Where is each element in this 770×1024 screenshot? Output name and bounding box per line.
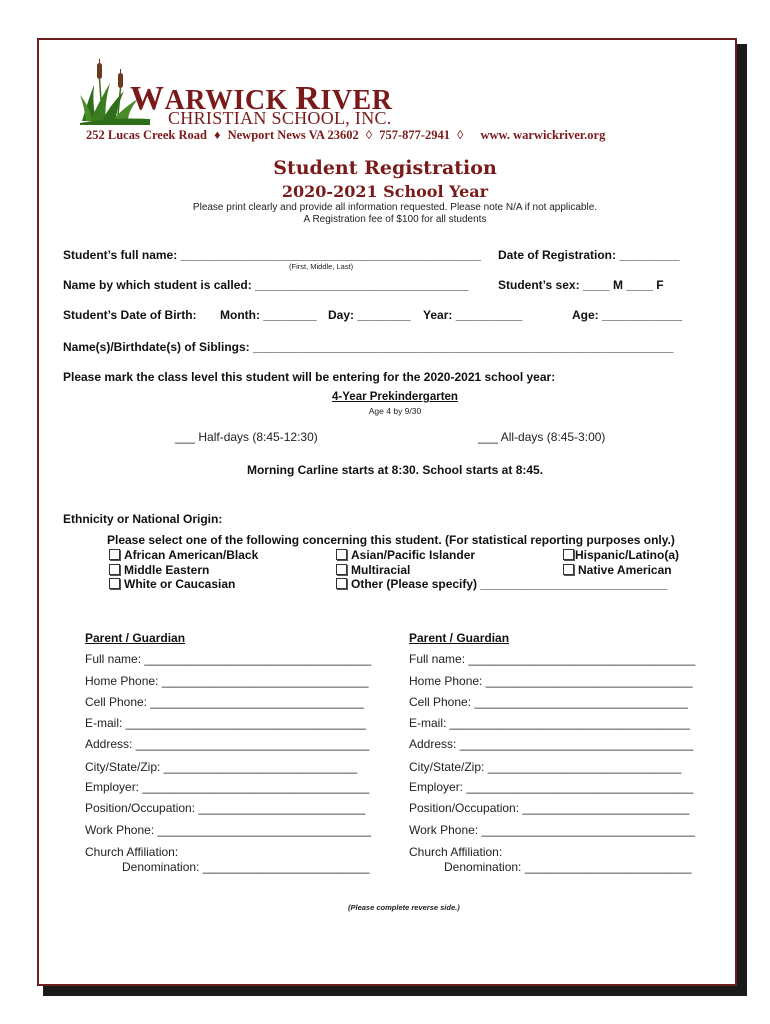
guardian-2-heading: Parent / Guardian bbox=[409, 631, 510, 645]
guardian-1-denomination-field[interactable]: Denomination: _________________________ bbox=[122, 860, 370, 874]
instructions-line-2: A Registration fee of $100 for all students bbox=[303, 214, 487, 225]
form-title: Student Registration bbox=[273, 157, 497, 179]
guardian-2-work-phone-field[interactable]: Work Phone: ________________________________ bbox=[409, 823, 696, 837]
guardian-2-employer-field[interactable]: Employer: __________________________________ bbox=[409, 780, 694, 794]
guardian-2-church-label: Church Affiliation: bbox=[409, 845, 503, 859]
guardian-2-occupation-field[interactable]: Position/Occupation: _________________________ bbox=[409, 801, 690, 815]
reverse-side-note: (Please complete reverse side.) bbox=[348, 903, 460, 912]
all-days-option[interactable]: ___ All-days (8:45-3:00) bbox=[478, 430, 606, 444]
prek-age-note: Age 4 by 9/30 bbox=[368, 406, 422, 416]
called-name-field[interactable]: Name by which student is called: ________________________________ bbox=[63, 278, 469, 292]
checkbox-icon bbox=[336, 578, 347, 589]
school-website[interactable]: www. warwickriver.org bbox=[480, 128, 606, 142]
guardian-1-home-phone-field[interactable]: Home Phone: _______________________________ bbox=[85, 674, 369, 688]
checkbox-icon bbox=[109, 549, 120, 560]
ethnicity-option-african-american[interactable]: African American/Black bbox=[109, 548, 258, 562]
diamond-separator: ◊ bbox=[365, 128, 373, 142]
school-name: WARWICK RIVER bbox=[130, 80, 393, 117]
guardian-2-city-state-zip-field[interactable]: City/State/Zip: _____________________________ bbox=[409, 760, 682, 774]
ethnicity-option-other[interactable]: Other (Please specify) ____________________________ bbox=[336, 577, 667, 591]
guardian-1-occupation-field[interactable]: Position/Occupation: _________________________ bbox=[85, 801, 366, 815]
age-field[interactable]: Age: ____________ bbox=[572, 308, 683, 322]
checkbox-icon bbox=[563, 549, 574, 560]
guardian-1-city-state-zip-field[interactable]: City/State/Zip: _____________________________ bbox=[85, 760, 358, 774]
checkbox-icon bbox=[563, 564, 574, 575]
school-subtitle: CHRISTIAN SCHOOL, INC. bbox=[168, 108, 392, 128]
guardian-2-full-name-field[interactable]: Full name: __________________________________ bbox=[409, 652, 696, 666]
siblings-field[interactable]: Name(s)/Birthdate(s) of Siblings: _______________________________________________________________ bbox=[63, 340, 674, 354]
ethnicity-heading: Ethnicity or National Origin: bbox=[63, 512, 223, 526]
guardian-1-work-phone-field[interactable]: Work Phone: ________________________________ bbox=[85, 823, 372, 837]
checkbox-icon bbox=[336, 549, 347, 560]
checkbox-icon bbox=[109, 564, 120, 575]
ethnicity-option-middle-eastern[interactable]: Middle Eastern bbox=[109, 563, 209, 577]
instructions-line-1: Please print clearly and provide all information requested. Please note N/A if not applicable. bbox=[192, 202, 598, 213]
guardian-1-address-field[interactable]: Address: ___________________________________ bbox=[85, 737, 370, 751]
ethnicity-option-hispanic[interactable]: Hispanic/Latino(a) bbox=[563, 548, 679, 562]
diamond-separator: ◊ bbox=[457, 128, 464, 142]
ethnicity-option-asian-pacific[interactable]: Asian/Pacific Islander bbox=[336, 548, 475, 562]
ethnicity-prompt: Please select one of the following concerning this student. (For statistical reporting purposes only.) bbox=[107, 533, 675, 547]
prek-title: 4-Year Prekindergarten bbox=[332, 391, 458, 403]
date-of-registration-field[interactable]: Date of Registration: _________ bbox=[498, 248, 680, 262]
full-name-hint: (First, Middle, Last) bbox=[289, 262, 354, 271]
guardian-1-cell-phone-field[interactable]: Cell Phone: ________________________________ bbox=[85, 695, 364, 709]
ethnicity-option-multiracial[interactable]: Multiracial bbox=[336, 563, 410, 577]
student-full-name-field[interactable]: Student’s full name: _____________________________________________ bbox=[63, 248, 481, 262]
guardian-2-denomination-field[interactable]: Denomination: _________________________ bbox=[444, 860, 692, 874]
ethnicity-option-white[interactable]: White or Caucasian bbox=[109, 577, 235, 591]
ethnicity-option-native-american[interactable]: Native American bbox=[563, 563, 672, 577]
birth-year-field[interactable]: Year: __________ bbox=[423, 308, 523, 322]
class-level-prompt: Please mark the class level this student will be entering for the 2020-2021 school year: bbox=[63, 370, 556, 384]
birth-day-field[interactable]: Day: ________ bbox=[328, 308, 411, 322]
guardian-2-cell-phone-field[interactable]: Cell Phone: ________________________________ bbox=[409, 695, 688, 709]
guardian-1-heading: Parent / Guardian bbox=[85, 631, 186, 645]
carline-note: Morning Carline starts at 8:30. School starts at 8:45. bbox=[246, 463, 544, 477]
school-year: 2020-2021 School Year bbox=[281, 182, 489, 201]
half-days-option[interactable]: ___ Half-days (8:45-12:30) bbox=[175, 430, 318, 444]
guardian-2-home-phone-field[interactable]: Home Phone: _______________________________ bbox=[409, 674, 693, 688]
checkbox-icon bbox=[336, 564, 347, 575]
student-sex-field[interactable]: Student’s sex: ____ M ____ F bbox=[498, 278, 664, 292]
guardian-2-address-field[interactable]: Address: ___________________________________ bbox=[409, 737, 694, 751]
guardian-1-email-field[interactable]: E-mail: ____________________________________ bbox=[85, 716, 366, 730]
guardian-1-full-name-field[interactable]: Full name: __________________________________ bbox=[85, 652, 372, 666]
date-of-birth-label: Student’s Date of Birth: bbox=[63, 308, 197, 322]
checkbox-icon bbox=[109, 578, 120, 589]
birth-month-field[interactable]: Month: ________ bbox=[220, 308, 317, 322]
guardian-1-church-label: Church Affiliation: bbox=[85, 845, 179, 859]
school-address-line: 252 Lucas Creek Road ♦ Newport News VA 23602 ◊ 757-877-2941 ◊ www. warwickriver.org bbox=[86, 128, 606, 142]
guardian-1-employer-field[interactable]: Employer: __________________________________ bbox=[85, 780, 370, 794]
guardian-2-email-field[interactable]: E-mail: ____________________________________ bbox=[409, 716, 690, 730]
